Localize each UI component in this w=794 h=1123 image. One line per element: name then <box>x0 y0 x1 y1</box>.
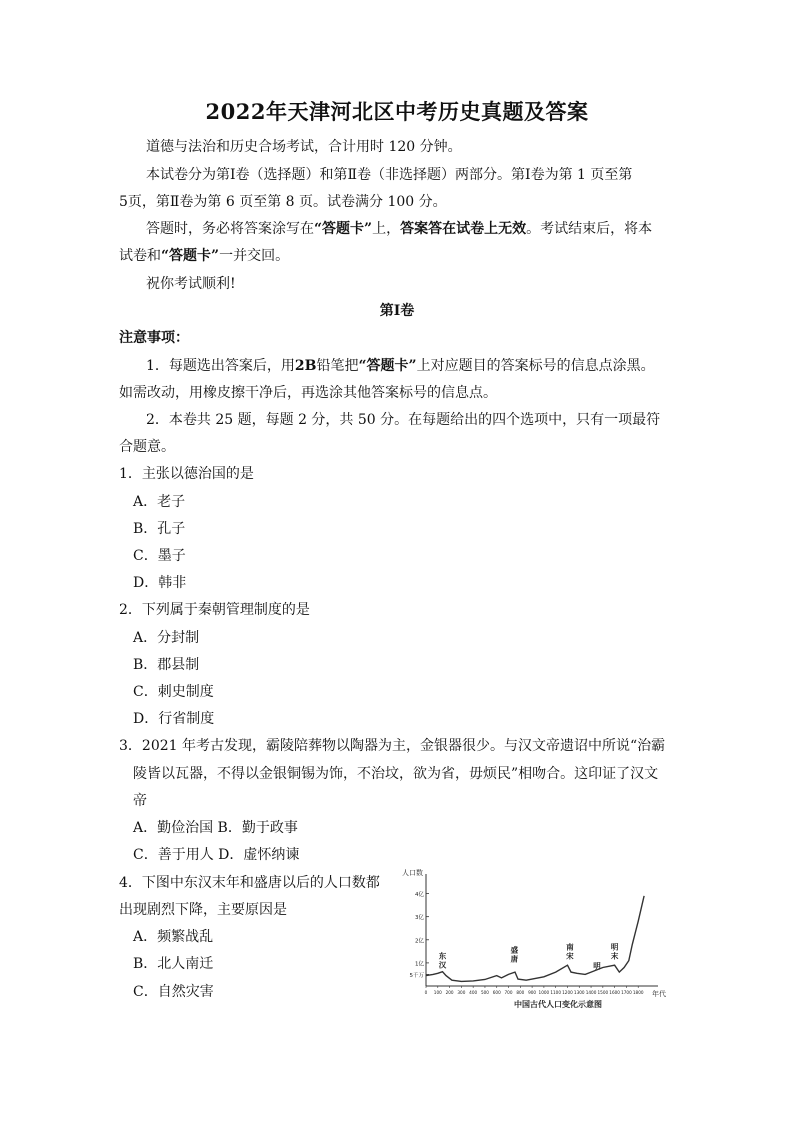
question-2-option-a: A．分封制 <box>133 630 200 646</box>
x-tick-label: 1500 <box>597 990 609 995</box>
intro-text: 。考试结束后，将本 <box>526 221 653 237</box>
pencil-term: 2B <box>294 358 317 374</box>
question-3-stem-line-1: 3．2021 年考古发现，霸陵陪葬物以陶器为主，金银器很少。与汉文帝遗诏中所说“治霸 <box>119 738 666 754</box>
y-tick-label: 4亿 <box>415 892 424 899</box>
population-chart-svg <box>398 866 678 1012</box>
chart-title: 中国古代人口变化示意图 <box>514 1000 602 1009</box>
answer-card-term: “答题卡” <box>314 221 373 237</box>
x-tick-label: 1800 <box>632 990 644 995</box>
question-2-option-d: D．行省制度 <box>133 711 215 727</box>
x-axis-label: 年代 <box>652 990 666 998</box>
dynasty-label: 盛 <box>510 945 519 955</box>
population-line <box>426 896 644 982</box>
dynasty-label: 东 <box>438 951 447 961</box>
question-1-stem: 1．主张以德治国的是 <box>119 466 254 482</box>
dynasty-label: 汉 <box>438 960 447 970</box>
question-3-options-cd: C．善于用人 D．虚怀纳谏 <box>133 847 300 863</box>
dynasty-label: 末 <box>610 951 619 961</box>
x-tick-label: 800 <box>516 990 525 995</box>
note-1-line-2: 如需改动，用橡皮擦干净后，再选涂其他答案标号的信息点。 <box>119 385 497 401</box>
population-chart <box>398 866 678 1012</box>
intro-paragraph-3-line-1 <box>146 220 652 238</box>
question-2-stem: 2．下列属于秦朝管理制度的是 <box>119 602 310 618</box>
intro-text: 一并交回。 <box>219 248 290 264</box>
page-title: 2022年天津河北区中考历史真题及答案 <box>205 99 589 124</box>
x-tick-label: 900 <box>528 990 537 995</box>
question-2-option-c: C．刺史制度 <box>133 684 214 700</box>
y-tick-label: 3亿 <box>415 915 424 922</box>
x-tick-label: 1700 <box>621 990 632 995</box>
question-1-option-c: C．墨子 <box>133 548 186 564</box>
good-luck-text: 祝你考试顺利! <box>146 276 236 292</box>
question-2-option-b: B．郡县制 <box>133 657 200 673</box>
dynasty-label: 明 <box>610 942 619 952</box>
x-tick-label: 1100 <box>550 990 562 995</box>
note-text: 1．每题选出答案后，用 <box>146 358 295 374</box>
x-tick-label: 500 <box>480 990 489 995</box>
y-tick-label: 1亿 <box>415 961 424 968</box>
dynasty-label: 唐 <box>510 954 519 964</box>
note-2-line-1: 2．本卷共 25 题，每题 2 分，共 50 分。在每题给出的四个选项中，只有一项最符 <box>146 412 661 428</box>
intro-text: 答题时，务必将答案涂写在 <box>146 221 314 237</box>
answer-card-term: “答题卡” <box>358 358 417 374</box>
x-tick-label: 0 <box>424 990 428 995</box>
note-2-line-2: 合题意。 <box>119 439 175 455</box>
invalid-answer-warning: 答案答在试卷上无效 <box>400 221 527 237</box>
intro-paragraph-3-line-2 <box>119 247 289 265</box>
section-title: 第Ⅰ卷 <box>379 303 415 319</box>
y-axis-label: 人口数 <box>402 869 423 877</box>
x-tick-label: 400 <box>469 990 478 995</box>
question-1-option-d: D．韩非 <box>133 575 187 591</box>
question-4-stem-line-2: 出现剧烈下降，主要原因是 <box>119 902 287 918</box>
x-tick-label: 1400 <box>585 990 597 995</box>
intro-paragraph-2-line-1: 本试卷分为第Ⅰ卷（选择题）和第Ⅱ卷（非选择题）两部分。第Ⅰ卷为第 1 页至第 <box>146 167 633 183</box>
intro-text: 试卷和 <box>119 248 161 264</box>
dynasty-label: 明 <box>593 961 601 971</box>
x-tick-label: 700 <box>504 990 513 995</box>
y-tick-label: 5千万 <box>409 972 424 979</box>
x-tick-label: 300 <box>457 990 466 995</box>
x-tick-label: 200 <box>445 990 454 995</box>
question-4-option-a: A．频繁战乱 <box>133 929 214 945</box>
question-1-option-b: B．孔子 <box>133 521 186 537</box>
question-4-stem-line-1: 4．下图中东汉末年和盛唐以后的人口数都 <box>119 875 380 891</box>
question-1-option-a: A．老子 <box>133 494 186 510</box>
question-4-option-c: C．自然灾害 <box>133 984 214 1000</box>
intro-paragraph-2-line-2: 5页，第Ⅱ卷为第 6 页至第 8 页。试卷满分 100 分。 <box>119 194 447 210</box>
note-1-line-1 <box>146 357 655 375</box>
x-tick-label: 1200 <box>562 990 573 995</box>
intro-paragraph-1: 道德与法治和历史合场考试，合计用时 120 分钟。 <box>146 139 462 155</box>
intro-text: 上， <box>372 221 401 237</box>
y-tick-label: 2亿 <box>415 938 424 945</box>
answer-card-term: “答题卡” <box>161 248 220 264</box>
note-text: 铅笔把 <box>316 358 359 374</box>
dynasty-label: 宋 <box>566 951 574 961</box>
question-3-options-ab: A．勤俭治国 B．勤于政事 <box>133 820 298 836</box>
x-tick-label: 1600 <box>609 990 620 995</box>
x-tick-label: 100 <box>433 990 442 995</box>
x-tick-label: 1000 <box>538 990 550 995</box>
question-4-option-b: B．北人南迁 <box>133 956 214 972</box>
question-3-stem-line-3: 帝 <box>133 793 147 809</box>
x-tick-label: 1300 <box>573 990 585 995</box>
dynasty-label: 南 <box>566 942 574 952</box>
notes-heading: 注意事项： <box>119 330 189 346</box>
x-tick-label: 600 <box>492 990 501 995</box>
question-3-stem-line-2: 陵皆以瓦器，不得以金银铜锡为饰，不治坟，欲为省，毋烦民”相吻合。这印证了汉文 <box>133 766 659 782</box>
note-text: 上对应题目的答案标号的信息点涂黑。 <box>416 358 655 374</box>
